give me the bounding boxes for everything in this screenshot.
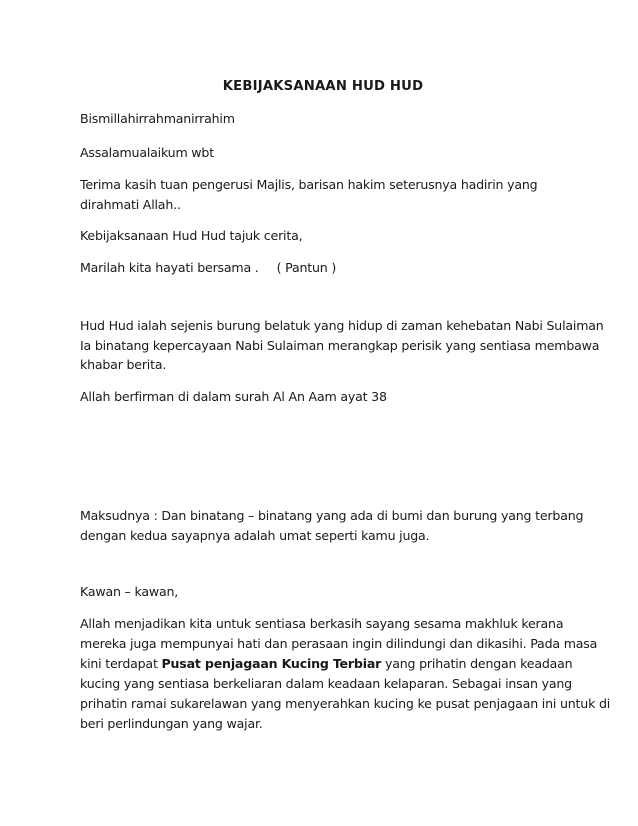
pusat-penjagaan-name: Pusat penjagaan Kucing Terbiar bbox=[161, 656, 382, 671]
document-title: KEBIJAKSANAAN HUD HUD bbox=[222, 79, 424, 94]
line-para-3-start: kini terdapat bbox=[80, 656, 158, 671]
line-maksud-1: Maksudnya : Dan binatang – binatang yang ada di bumi dan burung yang terbang bbox=[80, 508, 584, 523]
line-para-3 bbox=[80, 656, 572, 672]
line-pantun-note: ( Pantun ) bbox=[276, 260, 337, 275]
line-maksud-2: dengan kedua sayapnya adalah umat seperti kamu juga. bbox=[80, 528, 430, 543]
line-pantun-text: Marilah kita hayati bersama . bbox=[80, 260, 259, 275]
line-hudhud-2: Ia binatang kepercayaan Nabi Sulaiman merangkap perisik yang sentiasa membawa bbox=[80, 338, 600, 353]
line-greeting-1: Terima kasih tuan pengerusi Majlis, barisan hakim seterusnya hadirin yang bbox=[80, 177, 538, 192]
line-story-title: Kebijaksanaan Hud Hud tajuk cerita, bbox=[80, 228, 303, 243]
line-kawan: Kawan – kawan, bbox=[80, 584, 179, 599]
line-para-4: kucing yang sentiasa berkeliaran dalam keadaan kelaparan. Sebagai insan yang bbox=[80, 676, 572, 691]
line-hudhud-1: Hud Hud ialah sejenis burung belatuk yang hidup di zaman kehebatan Nabi Sulaiman bbox=[80, 318, 604, 333]
line-para-6: beri perlindungan yang wajar. bbox=[80, 716, 263, 731]
line-hudhud-3: khabar berita. bbox=[80, 357, 167, 372]
line-para-3-end: yang prihatin dengan keadaan bbox=[384, 656, 573, 671]
line-pantun bbox=[80, 260, 336, 276]
line-greeting-2: dirahmati Allah.. bbox=[80, 197, 181, 212]
line-para-5: prihatin ramai sukarelawan yang menyerahkan kucing ke pusat penjagaan ini untuk di bbox=[80, 696, 611, 711]
line-para-2: mereka juga mempunyai hati dan perasaan ingin dilindungi dan dikasihi. Pada masa bbox=[80, 636, 598, 651]
line-firman: Allah berfirman di dalam surah Al An Aam ayat 38 bbox=[80, 389, 387, 404]
line-bismillah: Bismillahirrahmanirrahim bbox=[80, 111, 235, 126]
line-salam: Assalamualaikum wbt bbox=[80, 145, 214, 160]
line-para-1: Allah menjadikan kita untuk sentiasa berkasih sayang sesama makhluk kerana bbox=[80, 616, 564, 631]
